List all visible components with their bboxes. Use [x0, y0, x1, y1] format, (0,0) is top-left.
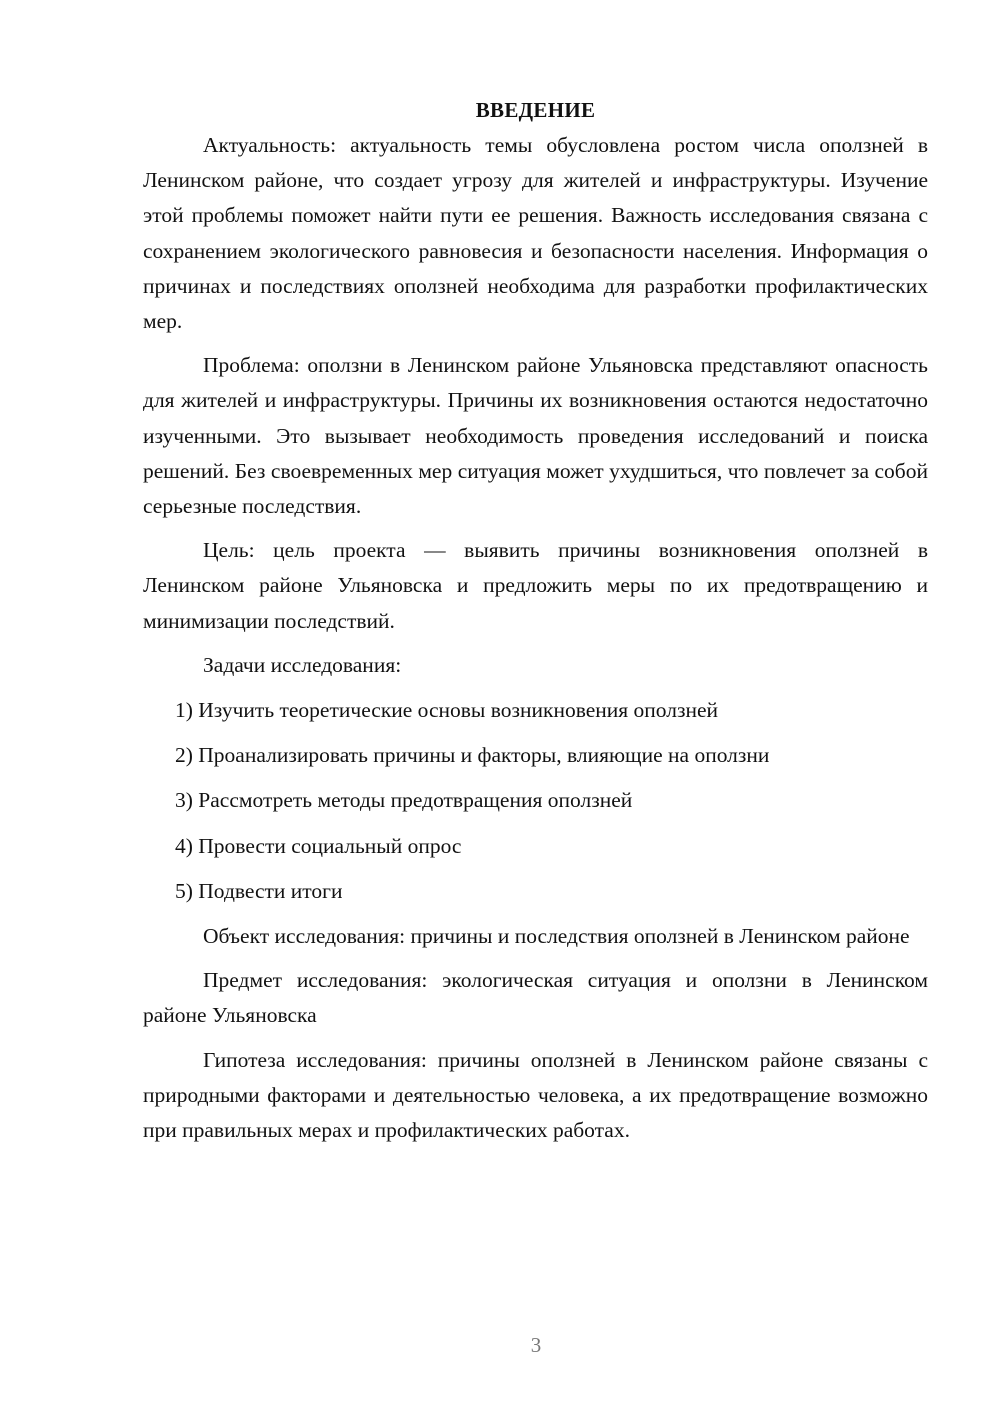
task-item-4: 4) Провести социальный опрос — [175, 833, 462, 858]
task-item-1: 1) Изучить теоретические основы возникновения оползней — [175, 698, 719, 723]
page-number: 3 — [530, 1333, 542, 1357]
hypothesis-paragraph: Гипотеза исследования: причины оползней в Ленинском районе связаны с природными факторами и деятельностью человека, а их предотвращение возможно при правильных мерах и профилактических работах. — [143, 1047, 928, 1143]
object-paragraph: Объект исследования: причины и последствия оползней в Ленинском районе — [203, 924, 910, 949]
task-item-5: 5) Подвести итоги — [175, 878, 343, 903]
subject-paragraph: Предмет исследования: экологическая ситуация и оползни в Ленинском районе Ульяновска — [143, 968, 928, 1028]
goal-paragraph: Цель: цель проекта — выявить причины возникновения оползней в Ленинском районе Ульяновска и предложить меры по их предотвращению и минимизации последствий. — [143, 538, 928, 633]
page-title: ВВЕДЕНИЕ — [475, 98, 596, 122]
relevance-paragraph: Актуальность: актуальность темы обусловлена ростом числа оползней в Ленинском районе, что создает угрозу для жителей и инфраструктуры. Изучение этой проблемы поможет найти пути ее решения. Важность исследования связана с сохранением экологического равновесия и безопасности населения. Информация о причинах и последствиях оползней необходима для разработки профилактических мер. — [143, 133, 928, 334]
problem-paragraph: Проблема: оползни в Ленинском районе Ульяновска представляют опасность для жителей и инфраструктуры. Причины их возникновения остаются недостаточно изученными. Это вызывает необходимость проведения исследований и поиска решений. Без своевременных мер ситуация может ухудшиться, что повлечет за собой серьезные последствия. — [143, 353, 928, 519]
tasks-heading: Задачи исследования: — [203, 652, 402, 677]
task-item-3: 3) Рассмотреть методы предотвращения оползней — [175, 788, 633, 813]
task-list — [143, 693, 928, 909]
task-item-2: 2) Проанализировать причины и факторы, влияющие на оползни — [175, 743, 770, 768]
page-content — [143, 93, 928, 1157]
